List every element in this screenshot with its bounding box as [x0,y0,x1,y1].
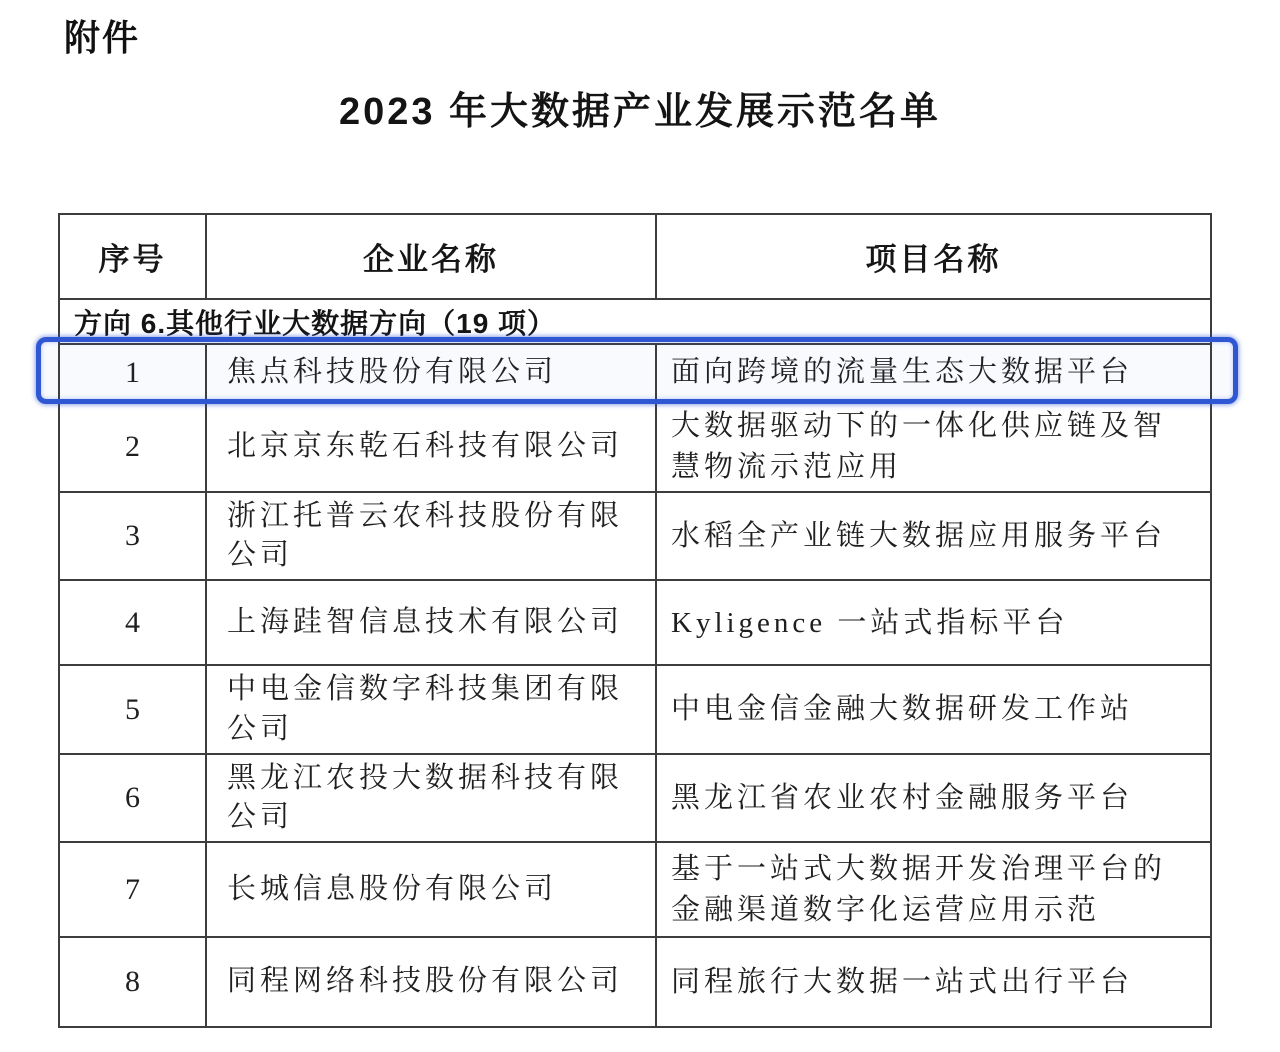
row-number-cell: 1 [59,344,206,401]
table-row [59,754,1211,842]
project-cell: 同程旅行大数据一站式出行平台 [656,937,1211,1027]
row-number-cell: 3 [59,492,206,580]
project-cell: 面向跨境的流量生态大数据平台 [656,344,1211,401]
section-header-row [59,299,1211,344]
table-row [59,937,1211,1027]
project-cell: Kyligence 一站式指标平台 [656,580,1211,665]
table-row [59,842,1211,937]
section-header-label: 方向 6.其他行业大数据方向（19 项） [59,299,1211,344]
demonstration-list-table [58,213,1212,1028]
company-cell: 焦点科技股份有限公司 [206,344,656,401]
project-cell: 水稻全产业链大数据应用服务平台 [656,492,1211,580]
row-number-cell: 6 [59,754,206,842]
row-number-cell: 4 [59,580,206,665]
table-row [59,344,1211,401]
header-no: 序号 [59,214,206,299]
company-cell: 同程网络科技股份有限公司 [206,937,656,1027]
project-cell: 大数据驱动下的一体化供应链及智慧物流示范应用 [656,401,1211,492]
project-cell: 黑龙江省农业农村金融服务平台 [656,754,1211,842]
table-row [59,401,1211,492]
project-cell: 中电金信金融大数据研发工作站 [656,665,1211,753]
table-row [59,492,1211,580]
row-number-cell: 8 [59,937,206,1027]
row-number-cell: 2 [59,401,206,492]
company-cell: 上海跬智信息技术有限公司 [206,580,656,665]
header-project: 项目名称 [656,214,1211,299]
table-row [59,580,1211,665]
table-header-row [59,214,1211,299]
row-number-cell: 7 [59,842,206,937]
row-number-cell: 5 [59,665,206,753]
company-cell: 黑龙江农投大数据科技有限公司 [206,754,656,842]
company-cell: 浙江托普云农科技股份有限公司 [206,492,656,580]
project-cell: 基于一站式大数据开发治理平台的金融渠道数字化运营应用示范 [656,842,1211,937]
company-cell: 长城信息股份有限公司 [206,842,656,937]
company-cell: 中电金信数字科技集团有限公司 [206,665,656,753]
table-row [59,665,1211,753]
company-cell: 北京京东乾石科技有限公司 [206,401,656,492]
attachment-label: 附件 [64,17,141,58]
page-title: 2023 年大数据产业发展示范名单 [338,91,942,133]
header-company: 企业名称 [206,214,656,299]
